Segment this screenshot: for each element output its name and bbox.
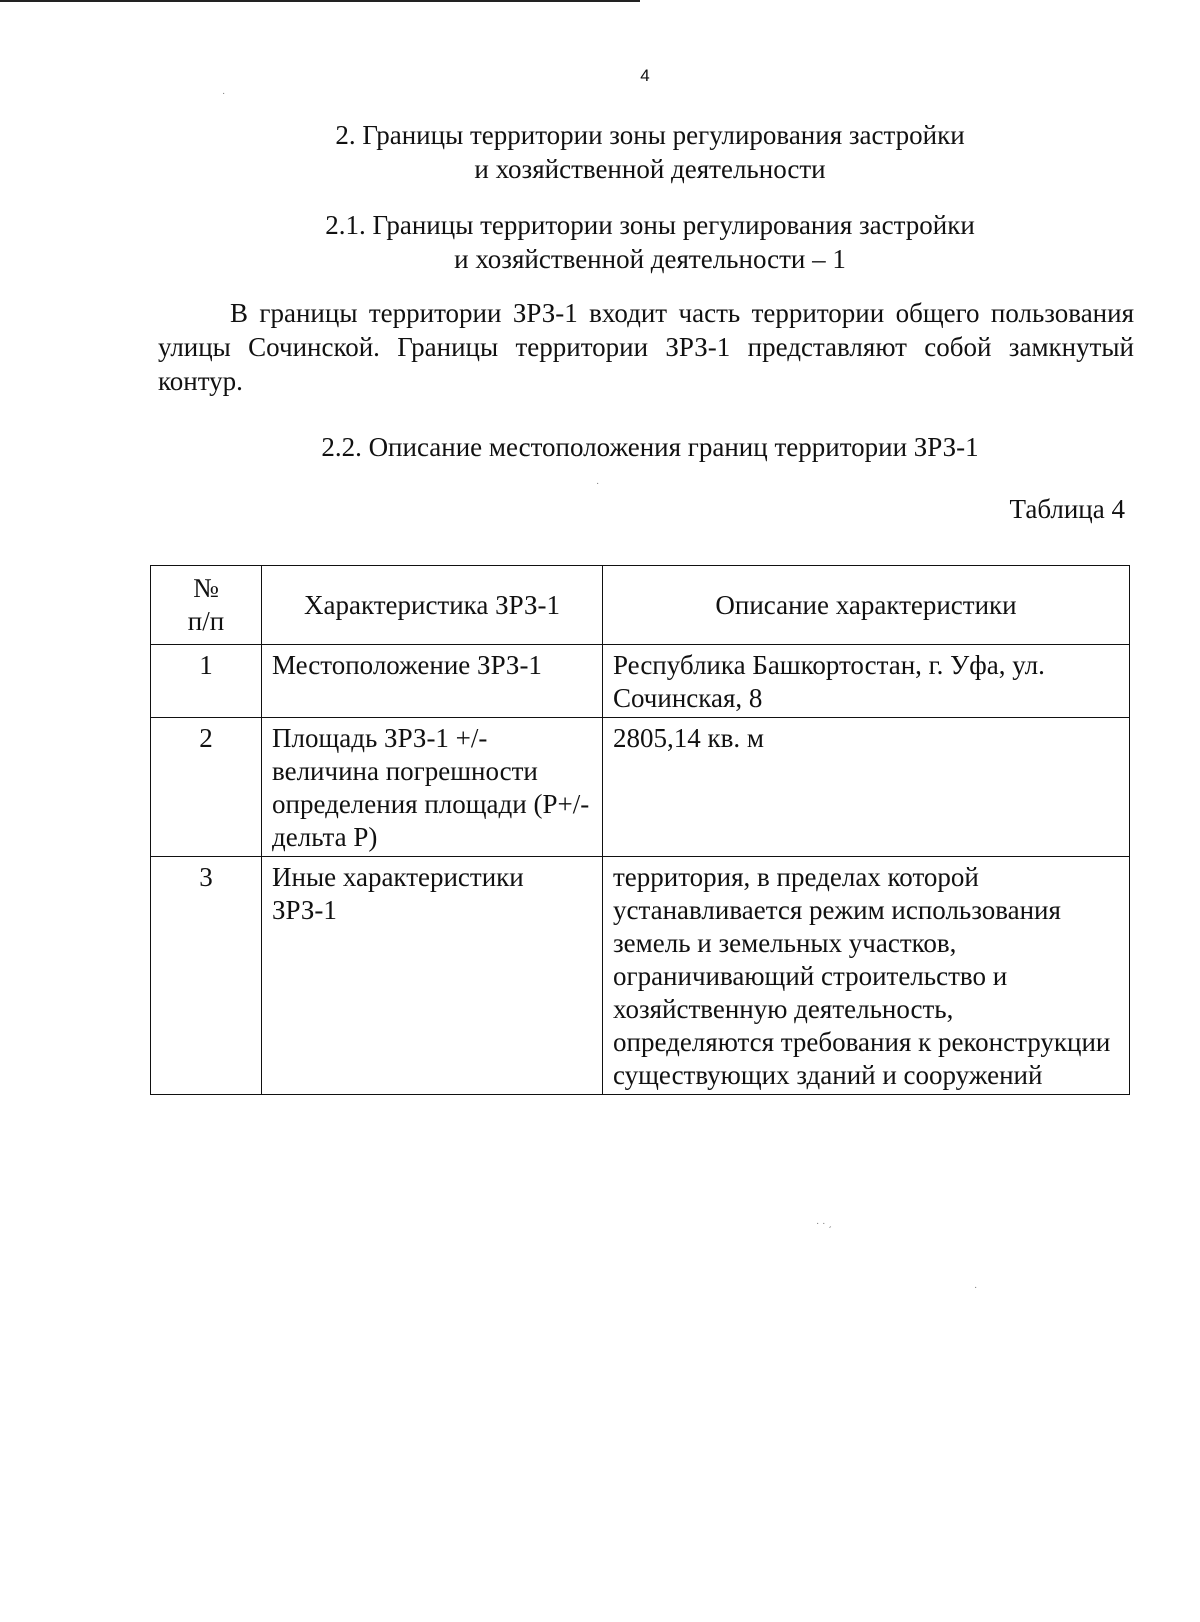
- scan-speck: ·: [596, 478, 600, 489]
- table-header-row: [151, 566, 1130, 645]
- table-caption: Таблица 4: [1009, 494, 1125, 524]
- table-row: [151, 857, 1130, 1095]
- row-num: 3: [151, 857, 262, 1095]
- row-description: Республика Башкортостан, г. Уфа, ул. Сочинская, 8: [603, 645, 1130, 718]
- row-num: 2: [151, 718, 262, 857]
- header-description: Описание характеристики: [603, 566, 1130, 645]
- header-num-line2: п/п: [187, 606, 225, 636]
- header-num-line1: №: [193, 573, 219, 603]
- section-2-1-paragraph: В границы территории ЗРЗ-1 входит часть территории общего пользования улицы Сочинской. Границы территории ЗРЗ-1 представляют собой замкнутый контур.: [158, 298, 1134, 396]
- section-2-title-line1: 2. Границы территории зоны регулирования застройки: [335, 120, 965, 150]
- row-num: 1: [151, 645, 262, 718]
- section-2-1-title-line2: и хозяйственной деятельности – 1: [454, 244, 846, 274]
- section-2-1-heading: [160, 208, 1140, 276]
- section-2-title-line2: и хозяйственной деятельности: [474, 154, 826, 184]
- page-number: 4: [640, 66, 650, 85]
- table-row: [151, 645, 1130, 718]
- scan-speck: ·: [222, 88, 226, 99]
- header-num: [151, 566, 262, 645]
- section-2-heading: [160, 118, 1140, 186]
- row-characteristic: Площадь ЗРЗ-1 +/- величина погрешности определения площади (Р+/- дельта Р): [262, 718, 603, 857]
- scan-edge-line: [0, 0, 640, 2]
- row-description: 2805,14 кв. м: [603, 718, 1130, 857]
- characteristics-table: [150, 565, 1130, 1095]
- scan-speck: ·: [974, 1282, 978, 1293]
- table-row: [151, 718, 1130, 857]
- section-2-1-title-line1: 2.1. Границы территории зоны регулирования застройки: [325, 210, 975, 240]
- header-characteristic: Характеристика ЗРЗ-1: [262, 566, 603, 645]
- section-2-2-heading: 2.2. Описание местоположения границ территории ЗРЗ-1: [321, 432, 979, 462]
- scan-speck: · · ˏ: [816, 1218, 832, 1229]
- row-characteristic: Иные характеристики ЗРЗ-1: [262, 857, 603, 1095]
- row-description: территория, в пределах которой устанавливается режим использования земель и земельных участков, ограничивающий строительство и хозяйственную деятельность, определяются требования к реконструкции существующих зданий и сооружений: [603, 857, 1130, 1095]
- row-characteristic: Местоположение ЗРЗ-1: [262, 645, 603, 718]
